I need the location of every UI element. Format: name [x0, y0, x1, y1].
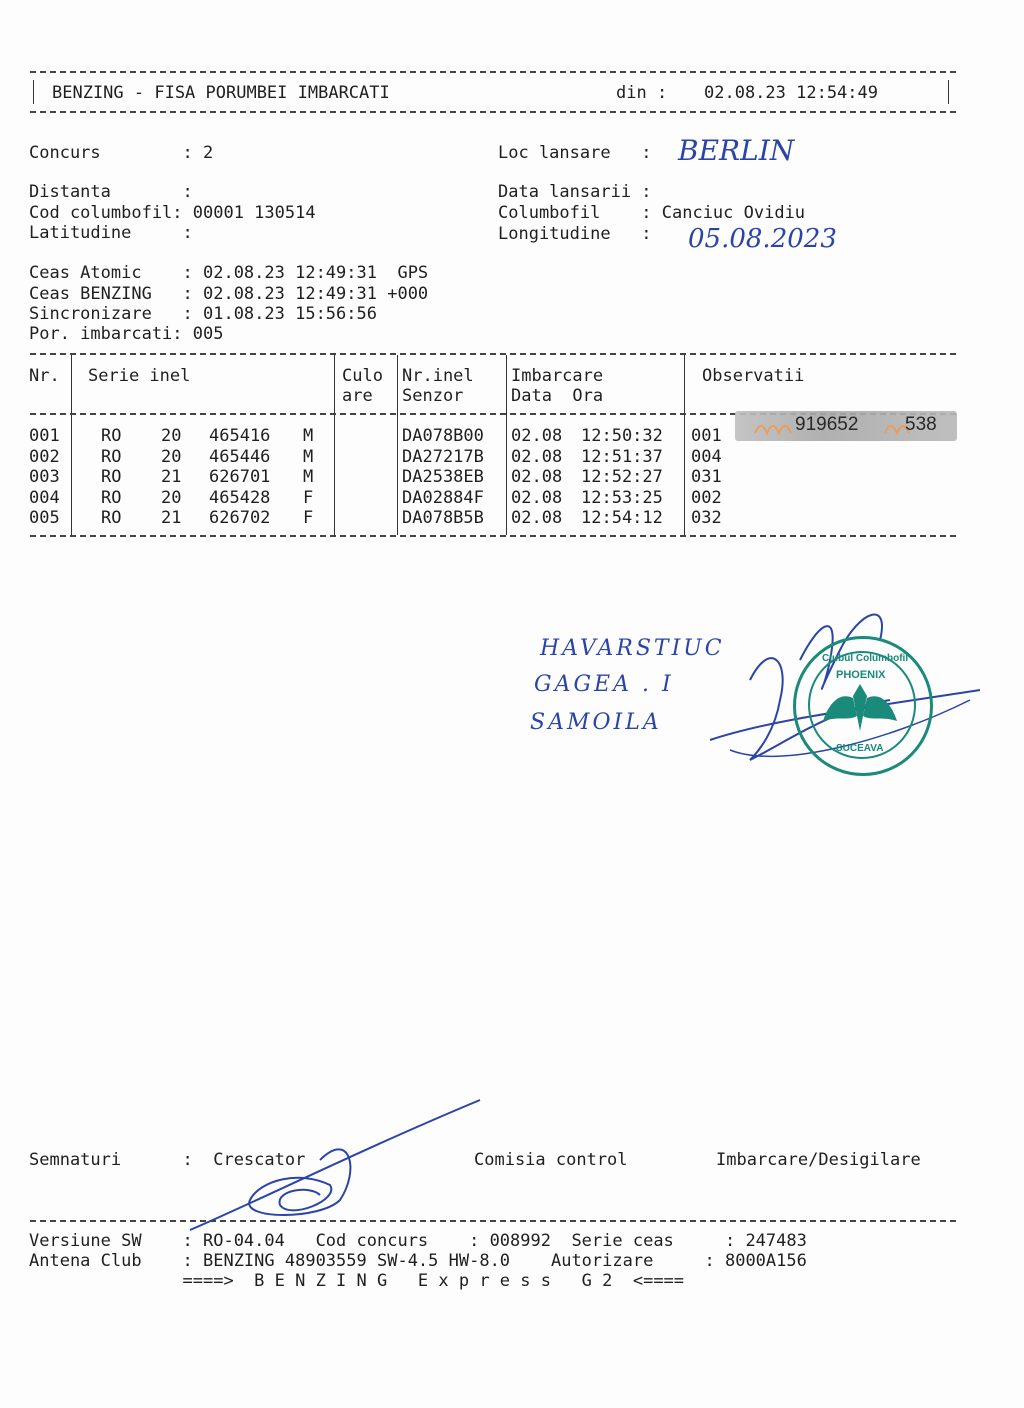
- table-cell-nr: 001: [29, 426, 60, 446]
- table-cell-an: 21: [161, 467, 182, 487]
- table-cell-data: 02.08: [511, 508, 563, 528]
- distanta-line: Distanta :: [29, 182, 193, 202]
- table-cell-tara: RO: [101, 487, 122, 508]
- header-left-border: [33, 80, 34, 104]
- footer-rule: [30, 1220, 956, 1222]
- table-cell-nr: 004: [29, 487, 60, 508]
- table-cell-ora: 12:54:12: [581, 508, 663, 528]
- table-cell-serie: 465428: [209, 487, 271, 508]
- table-cell-serie: 465416: [209, 426, 271, 446]
- table-cell-an: 20: [161, 426, 182, 446]
- por-imbarcati-line: Por. imbarcati: 005: [29, 324, 224, 344]
- table-cell-senzor: DA078B00: [402, 426, 484, 446]
- col-divider-1: [71, 355, 72, 535]
- header-right-border: [948, 80, 949, 104]
- table-cell-nr: 003: [29, 467, 60, 487]
- longitudine-label: Longitudine :: [498, 224, 652, 244]
- table-cell-sex: F: [303, 508, 314, 528]
- seal-suffix: 538: [905, 414, 937, 435]
- table-cell-tara: RO: [101, 426, 122, 446]
- table-cell-obs: 004: [691, 446, 722, 467]
- header-observatii: Observatii: [702, 366, 805, 386]
- cod-columbofil-line: Cod columbofil: 00001 130514: [29, 203, 316, 223]
- footer-versiune-line: Versiune SW : RO-04.04 Cod concurs : 008992 Serie ceas : 247483: [29, 1231, 807, 1251]
- table-cell-sex: F: [303, 487, 314, 508]
- table-cell-ora: 12:53:25: [581, 487, 663, 508]
- loc-lansare-label: Loc lansare :: [498, 143, 652, 163]
- table-cell-data: 02.08: [511, 426, 563, 446]
- table-cell-sex: M: [303, 467, 314, 487]
- header-top-rule: [30, 71, 956, 73]
- col-divider-2: [334, 355, 335, 535]
- comisia-control-label: Comisia control: [474, 1150, 628, 1170]
- table-cell-nr: 002: [29, 446, 60, 467]
- sincronizare-line: Sincronizare : 01.08.23 15:56:56: [29, 304, 377, 324]
- latitudine-line: Latitudine :: [29, 223, 193, 243]
- table-cell-obs: 032: [691, 508, 722, 528]
- date-label: din :: [616, 83, 668, 103]
- header-nr: Nr.: [29, 366, 60, 386]
- col-divider-3: [397, 355, 398, 535]
- table-cell-serie: 465446: [209, 446, 271, 467]
- seal-number: 919652: [795, 414, 859, 435]
- table-cell-an: 20: [161, 487, 182, 508]
- header-nr-inel-1: Nr.inel: [402, 366, 474, 386]
- table-cell-obs: 002: [691, 487, 722, 508]
- club-stamp: [793, 636, 933, 776]
- imbarcare-desigilare-label: Imbarcare/Desigilare: [716, 1150, 921, 1170]
- signatures-line: Semnaturi : Crescator: [29, 1150, 306, 1170]
- header-nr-inel-2: Senzor: [402, 386, 464, 406]
- header-bottom-rule: [30, 111, 956, 113]
- longitudine-handwritten: 05.08.2023: [688, 224, 837, 254]
- handwritten-name-2: GAGEA . I: [534, 672, 674, 697]
- table-cell-serie: 626701: [209, 467, 271, 487]
- table-cell-obs: 031: [691, 467, 722, 487]
- table-cell-data: 02.08: [511, 467, 563, 487]
- table-cell-data: 02.08: [511, 487, 563, 508]
- table-cell-data: 02.08: [511, 446, 563, 467]
- table-cell-nr: 005: [29, 508, 60, 528]
- col-divider-4: [506, 355, 507, 535]
- table-cell-ora: 12:52:27: [581, 467, 663, 487]
- header-culoare-2: are: [342, 386, 373, 406]
- table-cell-obs: 001: [691, 426, 722, 446]
- loc-lansare-handwritten: BERLIN: [678, 134, 795, 167]
- table-cell-tara: RO: [101, 508, 122, 528]
- header-datetime: 02.08.23 12:54:49: [704, 83, 878, 103]
- table-cell-senzor: DA078B5B: [402, 508, 484, 528]
- columbofil-line: Columbofil : Canciuc Ovidiu: [498, 203, 806, 223]
- handwritten-name-3: SAMOILA: [530, 710, 662, 735]
- table-bottom-rule: [30, 535, 956, 537]
- header-imbarcare-1: Imbarcare: [511, 366, 604, 386]
- table-cell-ora: 12:51:37: [581, 446, 663, 467]
- footer-antena-line: Antena Club : BENZING 48903559 SW-4.5 HW-8.0 Autorizare : 8000A156: [29, 1251, 807, 1271]
- data-lansarii-line: Data lansarii :: [498, 182, 652, 202]
- table-cell-an: 21: [161, 508, 182, 528]
- club-stamp-middle-text: PHOENIX: [836, 669, 886, 681]
- seal-tape: [735, 411, 957, 441]
- club-stamp-bottom-text: SUCEAVA: [836, 743, 884, 754]
- header-serie-inel: Serie inel: [88, 366, 191, 386]
- table-cell-senzor: DA27217B: [402, 446, 484, 467]
- header-imbarcare-2: Data Ora: [511, 386, 604, 406]
- table-cell-senzor: DA02884F: [402, 487, 484, 508]
- crescator-signature-icon: [180, 1090, 500, 1250]
- table-cell-an: 20: [161, 446, 182, 467]
- table-top-rule: [30, 353, 956, 355]
- club-stamp-top-text: Clubul Columbofil: [822, 653, 909, 664]
- document-title: BENZING - FISA PORUMBEI IMBARCATI: [52, 83, 390, 103]
- table-cell-ora: 12:50:32: [581, 426, 663, 446]
- table-cell-sex: M: [303, 426, 314, 446]
- concurs-line: Concurs : 2: [29, 143, 214, 163]
- header-culoare-1: Culo: [342, 366, 383, 386]
- table-cell-tara: RO: [101, 467, 122, 487]
- ceas-atomic-line: Ceas Atomic : 02.08.23 12:49:31 GPS: [29, 263, 429, 283]
- table-cell-serie: 626702: [209, 508, 271, 528]
- ceas-benzing-line: Ceas BENZING : 02.08.23 12:49:31 +000: [29, 284, 429, 304]
- footer-brand-line: ====> B E N Z I N G E x p r e s s G 2 <====: [29, 1271, 685, 1291]
- table-cell-sex: M: [303, 446, 314, 467]
- table-cell-tara: RO: [101, 446, 122, 467]
- col-divider-5: [684, 355, 685, 535]
- handwritten-name-1: HAVARSTIUC: [540, 636, 725, 661]
- table-cell-senzor: DA2538EB: [402, 467, 484, 487]
